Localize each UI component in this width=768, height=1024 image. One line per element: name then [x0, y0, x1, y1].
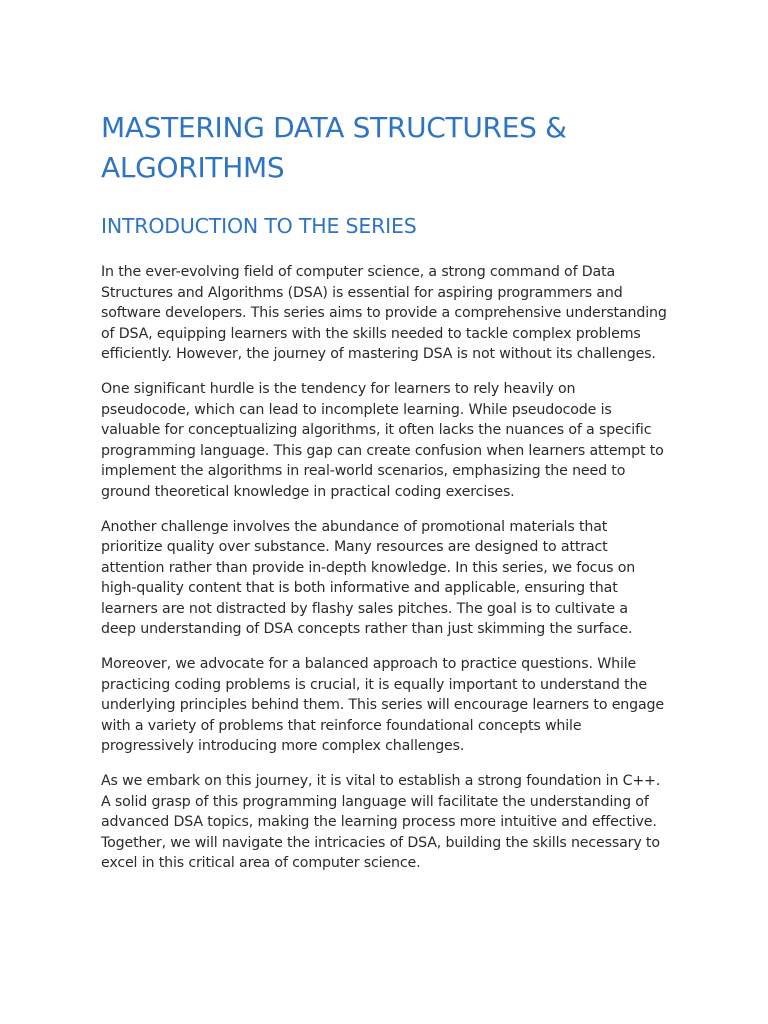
paragraph-promotional-materials: Another challenge involves the abundance of promotional materials that prioritize quality over substance. Many resources are designed to attract attention rather than provide in-depth knowledge. In this series, we focus on high-quality content that is both informative and applicable, ensuring that learners are not distracted by flashy sales pitches. The goal is to cultivate a deep understanding of DSA concepts rather than just skimming the surface. [101, 518, 636, 637]
paragraph-pseudocode: One significant hurdle is the tendency for learners to rely heavily on pseudocode, which can lead to incomplete learning. While pseudocode is valuable for conceptualizing algorithms, it often lacks the nuances of a specific programming language. This gap can create confusion when learners attempt to implement the algorithms in real-world scenarios, emphasizing the need to ground theoretical knowledge in practical coding exercises. [101, 381, 664, 500]
document-title: MASTERING DATA STRUCTURES & ALGORITHMS [101, 111, 567, 184]
paragraph-cpp-foundation: As we embark on this journey, it is vital to establish a strong foundation in C++. A solid grasp of this programming language will facilitate the understanding of advanced DSA topics, making the learning process more intuitive and effective. Together, we will navigate the intricacies of DSA, building the skills necessary to excel in this critical area of computer science. [101, 773, 661, 871]
section-heading: INTRODUCTION TO THE SERIES [101, 214, 417, 238]
document-content [101, 108, 667, 874]
paragraph-practice-questions: Moreover, we advocate for a balanced approach to practice questions. While practicing coding problems is crucial, it is equally important to understand the underlying principles behind them. This series will encourage learners to engage with a variety of problems that reinforce foundational concepts while progressively introducing more complex challenges. [101, 656, 664, 754]
paragraph-intro: In the ever-evolving field of computer science, a strong command of Data Structures and Algorithms (DSA) is essential for aspiring programmers and software developers. This series aims to provide a comprehensive understanding of DSA, equipping learners with the skills needed to tackle complex problems efficiently. However, the journey of mastering DSA is not without its challenges. [101, 264, 667, 362]
